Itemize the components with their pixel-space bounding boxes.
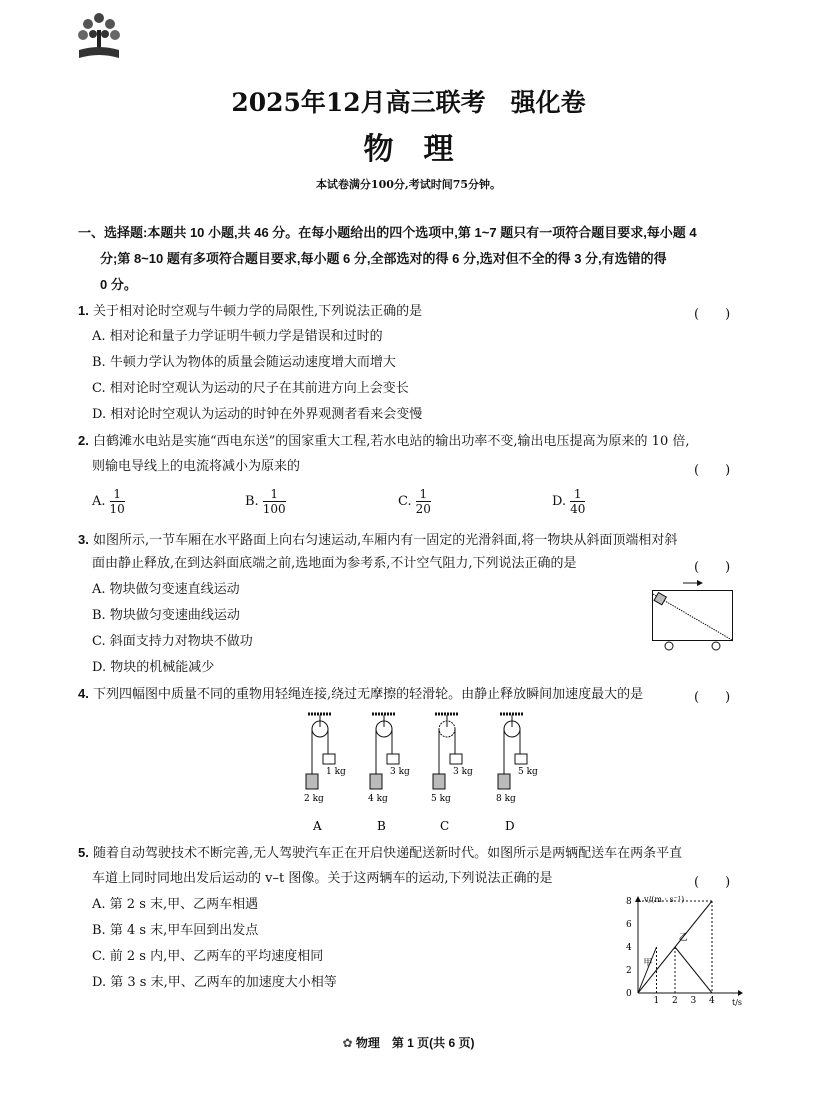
pulley-figure	[298, 712, 358, 840]
figure-label: D	[505, 819, 515, 833]
option: D. 第 3 s 末,甲、乙两车的加速度大小相等	[92, 975, 337, 990]
option: B. 牛顿力学认为物体的质量会随运动速度增大而增大	[92, 355, 396, 370]
text: 1	[110, 487, 125, 502]
text: 物理 第 1 页(共 6 页)	[355, 1036, 475, 1050]
question-4	[78, 686, 643, 703]
text: A.	[92, 494, 106, 509]
option: C. 斜面支持力对物块不做功	[92, 634, 253, 649]
option: B. 第 4 s 末,甲车回到出发点	[92, 923, 259, 938]
small-mass-label: 3 kg	[453, 767, 473, 777]
subject-title: 物 理	[363, 132, 454, 167]
text: 40	[570, 502, 586, 516]
option	[245, 487, 286, 516]
option: A. 相对论和量子力学证明牛顿力学是错误和过时的	[92, 329, 383, 344]
x-axis-label: t/s	[732, 998, 743, 1007]
answer-blank: ( )	[694, 690, 731, 705]
y-tick: 4	[626, 943, 632, 953]
question-text: 面由静止释放,在到达斜面底端之前,选地面为参考系,不计空气阻力,下列说法正确的是	[92, 556, 577, 571]
big-mass-label: 8 kg	[496, 794, 516, 804]
option: D. 相对论时空观认为运动的时钟在外界观测者看来会变慢	[92, 407, 423, 422]
x-tick: 3	[690, 996, 697, 1006]
small-mass-label: 1 kg	[326, 767, 346, 777]
text: 白鹤滩水电站是实施“西电东送”的国家重大工程,若水电站的输出功率不变,输出电压提高为原来的 10 倍,	[92, 434, 690, 449]
question-1	[78, 303, 422, 320]
text: 2.	[78, 433, 89, 448]
text: 1	[570, 487, 585, 502]
section-line: 0 分。	[100, 277, 137, 292]
question-text: 则输电导线上的电流将减小为原来的	[92, 459, 301, 474]
text: 10	[109, 502, 125, 516]
text: 1	[416, 487, 431, 502]
logo-icon	[76, 10, 122, 64]
answer-blank: ( )	[694, 463, 731, 478]
exam-note: 本试卷满分100分,考试时间75分钟。	[315, 178, 502, 191]
text: 随着自动驾驶技术不断完善,无人驾驶汽车正在开启快递配送新时代。如图所示是两辆配送车在两条平直	[92, 846, 683, 861]
text: 4.	[78, 686, 89, 701]
pulley-figure	[362, 712, 422, 840]
answer-blank: ( )	[694, 560, 731, 575]
figure-label: A	[313, 819, 322, 833]
train-car-figure	[645, 578, 740, 653]
y-tick: 2	[626, 966, 632, 976]
line-yi-down	[675, 947, 712, 993]
line-jia	[638, 947, 657, 993]
big-mass-label: 5 kg	[431, 794, 451, 804]
text: C.	[398, 494, 412, 509]
question-text: 车道上同时同地出发后运动的 v–t 图像。关于这两辆车的运动,下列说法正确的是	[92, 871, 553, 886]
question-3	[78, 532, 677, 549]
option	[398, 487, 431, 516]
option: A. 第 2 s 末,甲、乙两车相遇	[92, 897, 259, 912]
page-footer	[0, 1035, 817, 1051]
text: 下列四幅图中质量不同的重物用轻绳连接,绕过无摩擦的轻滑轮。由静止释放瞬间加速度最大的是	[92, 687, 644, 702]
option	[552, 487, 585, 516]
option: B. 物块做匀变速曲线运动	[92, 608, 240, 623]
section-line: 分;第 8~10 题有多项符合题目要求,每小题 6 分,全部选对的得 6 分,选对但不全的得 3 分,有选错的得	[100, 251, 667, 266]
label-jia: 甲	[643, 958, 653, 969]
option: C. 前 2 s 内,甲、乙两车的平均速度相同	[92, 949, 324, 964]
small-mass-label: 3 kg	[390, 767, 410, 777]
text: 如图所示,一节车厢在水平路面上向右匀速运动,车厢内有一固定的光滑斜面,将一物块从斜面顶端相对斜	[92, 533, 678, 548]
footer-logo-icon: ✿	[342, 1036, 356, 1050]
y-axis-label: v/(m · s⁻¹)	[644, 895, 685, 904]
y-tick: 8	[626, 897, 632, 907]
option: C. 相对论时空观认为运动的尺子在其前进方向上会变长	[92, 381, 409, 396]
text: 1.	[78, 303, 89, 318]
text: 3.	[78, 532, 89, 547]
answer-blank: ( )	[694, 875, 731, 890]
text: 5.	[78, 845, 89, 860]
pulley-figure	[425, 712, 485, 840]
y-tick: 0	[626, 989, 632, 999]
option: A. 物块做匀变速直线运动	[92, 582, 240, 597]
x-tick: 4	[709, 996, 715, 1006]
big-mass-label: 2 kg	[304, 794, 324, 804]
small-mass-label: 5 kg	[518, 767, 538, 777]
text: D.	[552, 494, 567, 509]
x-tick: 1	[653, 996, 660, 1006]
question-5	[78, 845, 682, 862]
section-line: 一、选择题:本题共 10 小题,共 46 分。在每小题给出的四个选项中,第 1~7 题只有一项符合题目要求,每小题 4	[78, 225, 697, 240]
text: 20	[415, 502, 431, 516]
option	[92, 487, 125, 516]
big-mass-label: 4 kg	[368, 794, 388, 804]
figure-label: C	[440, 819, 450, 833]
vt-graph	[620, 893, 745, 1008]
y-tick: 6	[626, 920, 632, 930]
text: 关于相对论时空观与牛顿力学的局限性,下列说法正确的是	[92, 304, 423, 319]
label-yi: 乙	[678, 933, 688, 944]
text: B.	[245, 494, 259, 509]
option: D. 物块的机械能减少	[92, 660, 215, 675]
exam-title: 2025年12月高三联考 强化卷	[231, 88, 586, 117]
x-tick: 2	[672, 996, 678, 1006]
text: 100	[262, 502, 286, 516]
text: 1	[263, 487, 286, 502]
figure-label: B	[377, 819, 386, 833]
answer-blank: ( )	[694, 307, 731, 322]
question-2	[78, 433, 689, 450]
pulley-figure	[490, 712, 550, 840]
